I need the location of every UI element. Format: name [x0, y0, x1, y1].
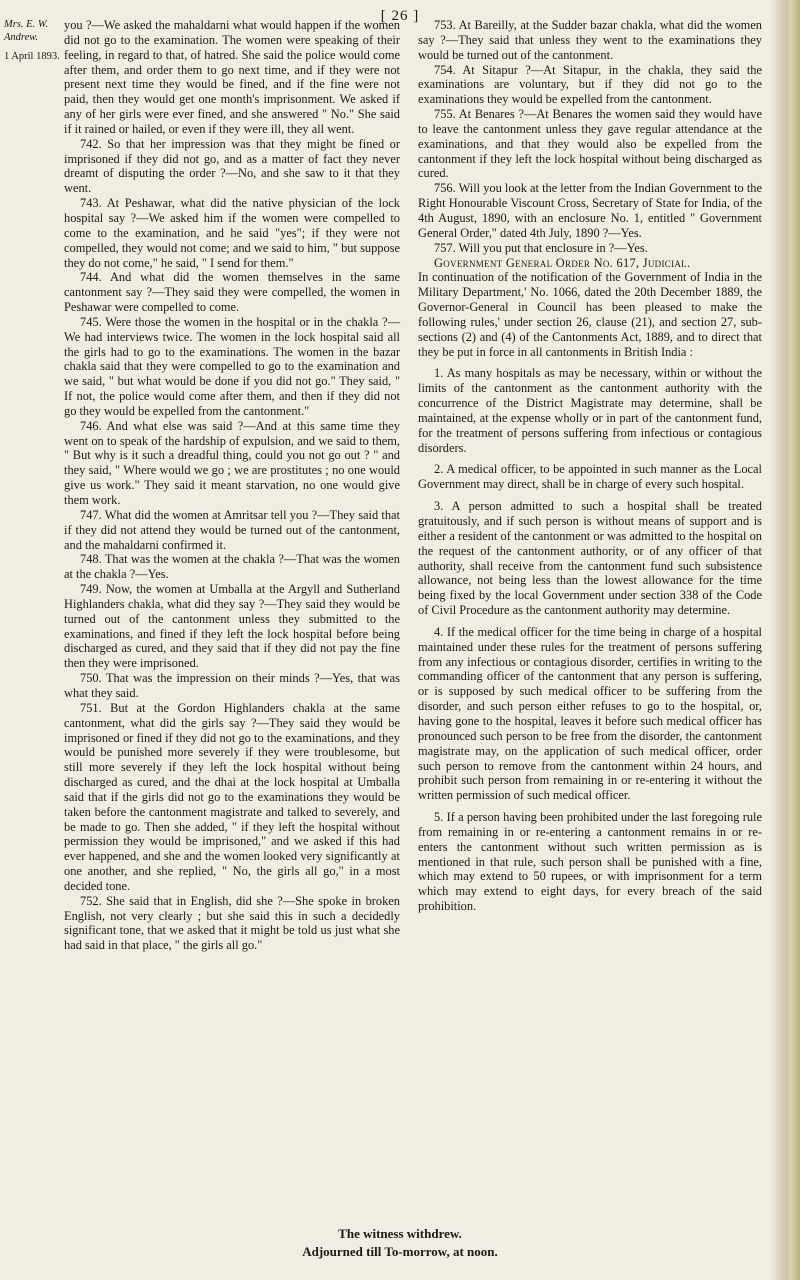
paragraph: 753. At Bareilly, at the Sudder bazar chakla, what did the women say ?—They said that unless they went to the examinations they would be turned out of the cantonment.: [418, 18, 762, 62]
paragraph: 749. Now, the women at Umballa at the Argyll and Sutherland Highlanders chakla, what did they say ?—They said they would be turned out of the cantonment unless they submitted to the examinations, and fined if they left the lock hospital before being discharged as cured, and they said that if they did not pay the fine then they were imprisoned.: [64, 582, 400, 671]
paragraph: you ?—We asked the mahaldarni what would happen if the women did not go to the examination. The women were speaking of their feeling, in regard to that, of hatred. She said the police would come after them, and order them to go next time, and if they were not present next time they would be fined, and if the fine were not paid, then they would get one month's imprisonment. We asked if any of her girls were ever fined, and she answered " No." She said if it rained or hailed, or even if they were ill, they all went.: [64, 18, 400, 136]
page-edge-decoration: [770, 0, 800, 1280]
margin-note: [4, 18, 60, 63]
rule-number: 4.: [434, 624, 444, 639]
rule-text: As many hospitals as may be necessary, within or without the limits of the cantonment as the cantonment authority with the concurrence of the District Magistrate may determine, shall be maintained, at the expense wholly or in part of the cantonment fund, for the treatment of persons suffering from infectious or contagious disorders.: [418, 366, 762, 455]
order-preamble: In continuation of the notification of the Government of India in the Military Department,' No. 1066, dated the 20th December 1889, the Governor-General in Council has been pleased to make the following rules,' under section 26, clause (21), and section 27, sub-sections (2) and (4) of the Cantonments Act, 1889, and to direct that they be put in force in all cantonments in British India :: [418, 270, 762, 359]
rule-number: 3.: [434, 499, 444, 514]
rule-item: [418, 810, 762, 914]
witness-name: Mrs. E. W.: [4, 19, 49, 30]
paragraph: 745. Were those the women in the hospital or in the chakla ?—We had interviews twice. The women in the lock hospital said all the girls had to go to the examinations. The women in the bazar chakla said that they were compelled to go to the examination and we said, " but what would be done if you did not go." They said, " If not, the police would come after them, and then if they did not go they would be expelled from the cantonment.": [64, 314, 400, 418]
rule-number: 2.: [434, 462, 444, 477]
paragraph: 755. At Benares ?—At Benares the women said they would have to leave the cantonment unless they gave regular attendance at the examinations, and that they would also be expelled from the cantonment if they left the lock hospital without being discharged as cured.: [418, 107, 762, 181]
adjournment-note: Adjourned till To-morrow, at noon.: [302, 1244, 498, 1259]
witness-surname: Andrew.: [4, 32, 39, 43]
rule-item: [418, 499, 762, 618]
rule-item: [418, 366, 762, 455]
rule-number: 5.: [434, 810, 444, 825]
paragraph: 747. What did the women at Amritsar tell you ?—They said that if they did not attend they would be turned out of the cantonment, and the mahaldarni confirmed it.: [64, 507, 400, 552]
rule-text: If a person having been prohibited under the last foregoing rule from remaining in or re-entering a cantonment remains in or re-enters the cantonment without such written permission as is mentioned in that rule, such person shall be punished with a fine, which may extend to 50 rupees, or with imprisonment for a term which may extend to eight days, for every breach of the said prohibition.: [418, 810, 762, 914]
rule-text: If the medical officer for the time being in charge of a hospital maintained under these rules for the treatment of persons suffering from any infectious or contagious disorder, certifies in writing to the commanding officer of the cantonment that any person is suffering, or is supposed by such medical officer to be suffering from the disorder, and such person either refuses to go to the hospital, or, having gone to the hospital, leaves it before such medical officer has pronounced such person to be free from the disorder, the cantonment magistrate may, on the application of such medical officer, order such person to remove from the cantonment within 24 hours, and prohibit such person from remaining in or re-entering it without the written permission of such medical officer.: [418, 624, 762, 803]
paragraph: 748. That was the women at the chakla ?—That was the women at the chakla ?—Yes.: [64, 552, 400, 582]
rule-number: 1.: [434, 366, 444, 381]
paragraph: 744. And what did the women themselves in the same cantonment say ?—They said they were compelled, the women in Peshawar were compelled to come.: [64, 270, 400, 315]
right-column: [418, 18, 762, 914]
rule-item: [418, 462, 762, 492]
rule-text: A person admitted to such a hospital shall be treated gratuitously, and if such person is without means of support and is either a resident of the cantonment or was admitted to the hospital on the request of the cantonment authority, or of any officer of that authority, shall receive from the cantonment fund such subsistence allowance, not being less than the lowest allowance for the time being fixed by the local Government under section 338 of the Code of Civil Procedure as the cantonment authority may determine.: [418, 499, 762, 618]
left-column: [64, 18, 400, 953]
rule-item: [418, 625, 762, 803]
paragraph: 742. So that her impression was that they might be fined or imprisoned if they did not go, and as a matter of fact they never dreamt of disputing the order ?—No, and she saw to it that they went.: [64, 136, 400, 196]
paragraph: 743. At Peshawar, what did the native physician of the lock hospital say ?—We asked him if the women were compelled to come to the examination, and he said "yes"; if they were not compelled, they would not come; and we said to him, " but suppose they do not come," he said, " I send for them.": [64, 196, 400, 270]
paragraph: 751. But at the Gordon Highlanders chakla at the same cantonment, what did the girls say ?—They said they would be imprisoned or fined if they did not go to the examinations, and they would be punished more severely if they were troublesome, but still more severely if they left the lock hospital without being discharged as cured, and the dhai at the lock hospital at Umballa said that if the girls did not go to the examinations they would be taken before the cantonment magistrate and talked to severely, and be made to go. Then she added, " if they left the hospital without permission they would be imprisoned," and we asked if this had ever happened, and she and the women looked very significantly at one another, and she replied, " No, the girls all go," in a most decided tone.: [64, 700, 400, 893]
paragraph: 754. At Sitapur ?—At Sitapur, in the chakla, they said the examinations are voluntary, but if they did not go to the examinations they would be expelled from the cantonment.: [418, 62, 762, 107]
rule-text: A medical officer, to be appointed in such manner as the Local Government may direct, shall be in charge of every such hospital.: [418, 462, 762, 492]
witness-withdrew-note: The witness withdrew.: [338, 1226, 462, 1241]
paragraph: 756. Will you look at the letter from the Indian Government to the Right Honourable Viscount Cross, Secretary of State for India, of the 4th August, 1890, with an enclosure No. 1, entitled " Government General Order," dated 4th July, 1890 ?—Yes.: [418, 181, 762, 240]
hearing-date: 1 April 1893.: [4, 51, 60, 62]
paragraph: 757. Will you put that enclosure in ?—Yes.: [434, 240, 648, 255]
paragraph: 746. And what else was said ?—And at this same time they went on to speak of the hardship of expulsion, and we said to them, " But why is it such a dreadful thing, could you not go out ? " and they said, " Where would we go ; we are prostitutes ; no one would give us work." They said it meant starvation, no one would give them work.: [64, 418, 400, 507]
paragraph: 752. She said that in English, did she ?—She spoke in broken English, not very clearly ; but she said this in such a decidedly significant tone, that we asked that it might be told us just what she had said in that place, " the girls all go.": [64, 893, 400, 953]
paragraph: 750. That was the impression on their minds ?—Yes, that was what they said.: [64, 671, 400, 700]
page-number: [ 26 ]: [380, 8, 420, 24]
order-heading: Government General Order No. 617, Judicial.: [434, 255, 691, 270]
